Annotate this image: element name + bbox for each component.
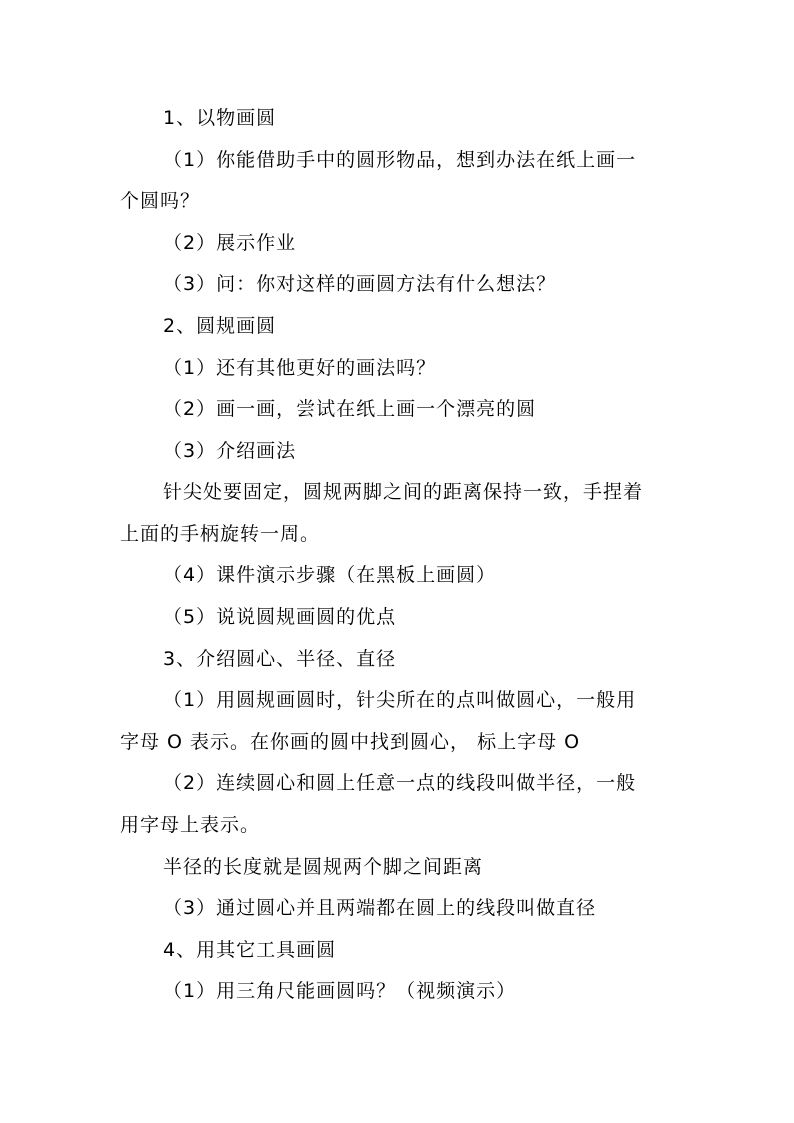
paragraph-line: 半径的长度就是圆规两个脚之间距离 — [163, 856, 484, 878]
heading-4: 4、用其它工具画圆 — [163, 939, 337, 961]
paragraph-line: （1）用三角尺能画圆吗？（视频演示） — [163, 980, 517, 1002]
paragraph-line: 上面的手柄旋转一周。 — [120, 523, 321, 545]
paragraph-line: 字母 O 表示。在你画的圆中找到圆心， 标上字母 O — [120, 731, 581, 753]
heading-3: 3、介绍圆心、半径、直径 — [163, 648, 397, 670]
paragraph-line: （3）介绍画法 — [163, 440, 297, 462]
paragraph-line: 用字母上表示。 — [120, 814, 261, 836]
paragraph-line: 针尖处要固定，圆规两脚之间的距离保持一致，手捏着 — [163, 481, 644, 503]
paragraph-line: （1）用圆规画圆时，针尖所在的点叫做圆心，一般用 — [163, 689, 637, 711]
paragraph-line: 个圆吗？ — [120, 190, 201, 212]
paragraph-line: （2）连续圆心和圆上任意一点的线段叫做半径，一般 — [163, 772, 637, 794]
heading-1: 1、以物画圆 — [163, 107, 277, 129]
paragraph-line: （2）展示作业 — [163, 232, 297, 254]
paragraph-line: （4）课件演示步骤（在黑板上画圆） — [163, 564, 497, 586]
paragraph-line: （1）你能借助手中的圆形物品，想到办法在纸上画一 — [163, 149, 637, 171]
paragraph-line: （5）说说圆规画圆的优点 — [163, 606, 397, 628]
heading-2: 2、圆规画圆 — [163, 315, 277, 337]
paragraph-line: （3）通过圆心并且两端都在圆上的线段叫做直径 — [163, 897, 597, 919]
paragraph-line: （3）问：你对这样的画圆方法有什么想法？ — [163, 273, 557, 295]
paragraph-line: （2）画一画，尝试在纸上画一个漂亮的圆 — [163, 398, 537, 420]
paragraph-line: （1）还有其他更好的画法吗？ — [163, 357, 437, 379]
